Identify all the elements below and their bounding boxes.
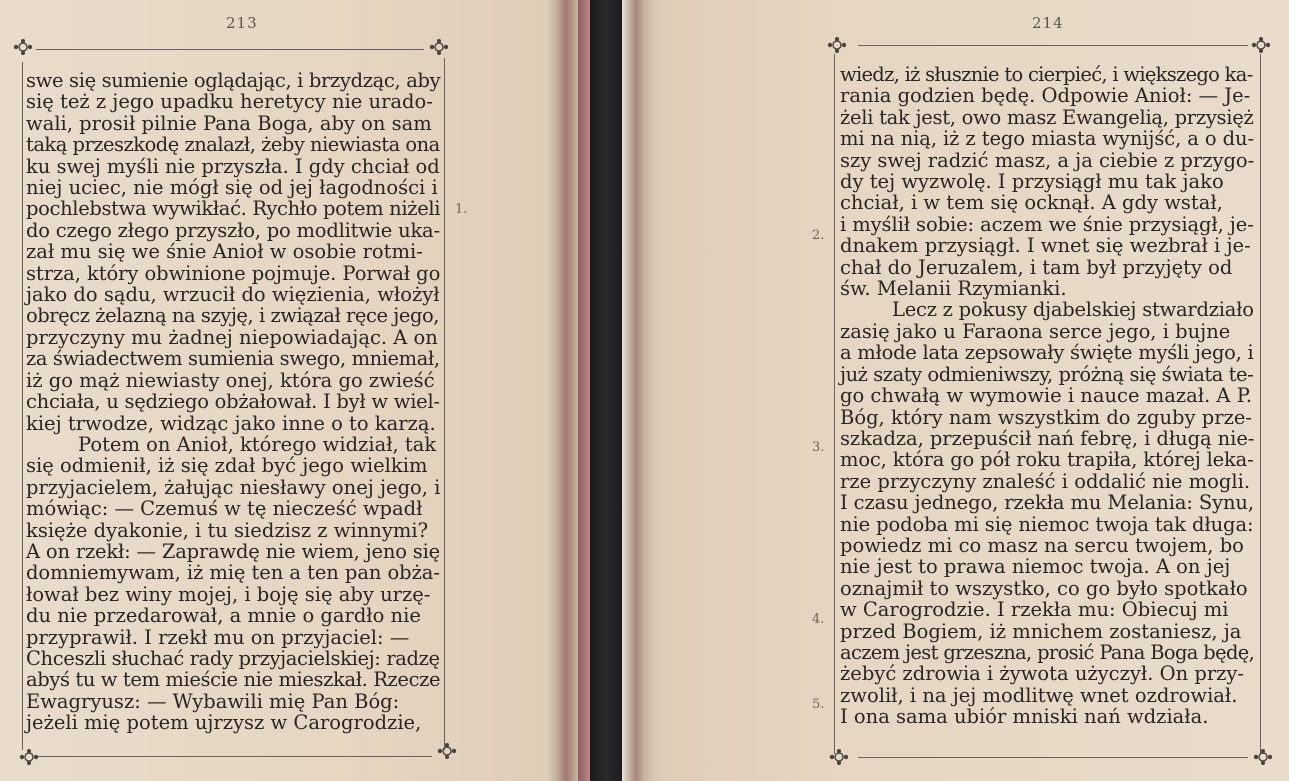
text-line: i myślił sobie: aczem we śnie przysiągł, je- <box>840 212 1254 236</box>
corner-ornament-icon <box>1250 36 1272 54</box>
bottom-rule-right <box>858 757 1248 758</box>
text-line: św. Melanii Rzymianki. <box>840 277 1067 301</box>
right-page-body <box>840 64 1254 728</box>
text-line: jeżeli mię potem ujrzysz w Carogrodzie, <box>26 711 422 735</box>
text-line: zasię jako u Faraona serce jego, i bujne <box>840 319 1231 343</box>
text-line: mówiąc: — Czemuś w tę niecześć wpadł <box>26 497 423 521</box>
text-line: chał do Jeruzalem, i tam był przyjęty od <box>840 255 1233 279</box>
text-line: do czego złego przyszło, po modlitwie uka- <box>26 218 440 242</box>
page-number-right: 214 <box>1032 14 1064 32</box>
text-line: szkadza, przepuścił nań febrę, i długą nie- <box>840 426 1255 450</box>
text-line: za świadectwem sumienia swego, mniemał, <box>26 347 440 371</box>
corner-ornament-icon <box>18 748 40 766</box>
left-edge-rule <box>22 62 23 750</box>
text-line: I ona sama ubiór mniski nań wdziała. <box>840 705 1209 729</box>
top-rule-right <box>858 45 1248 46</box>
text-line: obręcz żelazną na szyję, i związał ręce jego, <box>26 304 439 328</box>
text-line: iż go mąż niewiasty onej, która go zwieść <box>26 368 435 392</box>
text-line: I czasu jednego, rzekła mu Melania: Synu, <box>840 491 1254 515</box>
text-line: strza, który obwinione pojmuje. Porwał go <box>26 261 441 285</box>
corner-ornament-icon <box>428 38 450 56</box>
text-line: taką przeszkodę znalazł, żeby niewiasta ona <box>26 133 440 157</box>
margin-note: 2. <box>812 228 825 243</box>
text-line: domniemywam, iż mię ten a ten pan obża- <box>26 561 440 585</box>
text-line: Chceszli słuchać rady przyjacielskiej: radzę <box>26 646 440 670</box>
text-line: nie jest to prawa niemoc twoja. A on jej <box>840 555 1231 579</box>
text-line: przyczyny mu żadnej niepowiadając. A on <box>26 325 438 349</box>
text-line: du nie przedarował, a mnie o gardło nie <box>26 604 421 628</box>
text-line: zwolił, i na jej modlitwę wnet ozdrowiał. <box>840 683 1238 707</box>
text-line: chciała, u sędziego obżałował. I był w wiel- <box>26 390 440 414</box>
binding-spine <box>590 0 622 781</box>
text-line: Lecz z pokusy djabelskiej stwardziało <box>892 298 1254 322</box>
corner-ornament-icon <box>826 36 848 54</box>
right-edge-rule <box>1260 54 1261 754</box>
text-line: Bóg, który nam wszystkim do zguby prze- <box>840 405 1252 429</box>
text-line: przed Bogiem, iż mnichem zostaniesz, ja <box>840 619 1242 643</box>
text-line: już szaty odmieniwszy, próżną się świata te- <box>840 362 1254 386</box>
text-line: a młode lata zepsowały święte myśli jego, i <box>840 341 1254 365</box>
text-line: swe się sumienie oglądając, i brzydząc, aby <box>26 69 441 92</box>
text-line: się odmienił, iż się zdał być jego wielkim <box>26 454 428 478</box>
text-line: dnakem przysiągł. I wnet się wezbrał i je- <box>840 234 1251 258</box>
corner-ornament-icon <box>1252 748 1274 766</box>
text-line: Potem on Anioł, którego widział, tak <box>78 432 437 456</box>
text-line: moc, która go pół roku trapiła, której leka- <box>840 448 1254 472</box>
text-line: żeli tak jest, owo masz Ewangelią, przysięż <box>840 105 1254 129</box>
margin-note: 5. <box>812 697 825 712</box>
text-line: rze przyczyny znaleść i oddalić nie mogli. <box>840 469 1251 493</box>
text-line: chciał, i w tem się ocknął. A gdy wstał, <box>840 191 1223 215</box>
binding-stripe <box>578 0 590 781</box>
binding-right-edge <box>622 0 662 781</box>
margin-note: 3. <box>812 440 825 455</box>
left-page <box>0 0 548 781</box>
text-line: w Carogrodzie. I rzekła mu: Obiecuj mi <box>840 598 1229 622</box>
page-number-left: 213 <box>226 14 258 32</box>
text-line: zał mu się we śnie Anioł w osobie rotmi- <box>26 240 423 264</box>
text-line: rania godzien będę. Odpowie Anioł: — Je- <box>840 84 1251 108</box>
text-line: ku swej myśli nie przyszła. I gdy chciał od <box>26 154 440 178</box>
text-line: powiedz mi co masz na sercu twojem, bo <box>840 533 1244 557</box>
corner-ornament-icon <box>12 38 34 56</box>
margin-note: 1. <box>455 202 468 217</box>
margin-note: 4. <box>812 612 825 627</box>
text-line: przyprawił. I rzekł mu on przyjaciel: — <box>26 625 410 649</box>
text-line: szy swej radzić masz, a ja ciebie z przygo- <box>840 148 1255 172</box>
text-line: przyjacielem, żałując niesławy onej jego, i <box>26 475 441 499</box>
text-line: księże dyakonie, i tu siedzisz z winnymi? <box>26 518 429 542</box>
text-line: aczem jest grzeszna, prosić Pana Boga będę, <box>840 640 1255 664</box>
text-line: nie podoba mi się niemoc twoja tak długa: <box>840 512 1254 536</box>
text-line: łował bez winy mojej, i boję się aby urzę- <box>26 582 431 606</box>
text-line: A on rzekł: — Zaprawdę nie wiem, jeno się <box>26 539 441 563</box>
text-line: pochlebstwa wywikłać. Rychło potem niżeli <box>26 197 441 221</box>
text-line: się też z jego upadku heretycy nie urado- <box>26 90 433 114</box>
right-page <box>662 0 1289 781</box>
text-line: kiej trwodze, widząc jako inne o to karzą. <box>26 411 436 435</box>
bottom-rule-left <box>36 756 432 757</box>
left-page-body <box>26 70 440 734</box>
text-line: mi na nią, iż z tego miasta wynijść, a o du- <box>840 127 1254 151</box>
top-rule-left <box>36 49 424 50</box>
text-line: Ewagryusz: — Wybawili mię Pan Bóg: <box>26 689 400 713</box>
text-line: żebyć zdrowia i żywota użyczył. On przy- <box>840 662 1245 686</box>
text-line: dy tej wyzwolę. I przysiągł mu tak jako <box>840 170 1224 194</box>
corner-ornament-icon <box>436 742 458 760</box>
side-rule-left <box>444 58 445 750</box>
text-line: oznajmił to wszystko, co go było spotkało <box>840 576 1248 600</box>
text-line: niej uciec, nie mógł się od jej łagodności i <box>26 176 438 200</box>
text-line: wiedz, iż słusznie to cierpieć, i większego ka- <box>840 63 1253 86</box>
corner-ornament-icon <box>828 748 850 766</box>
text-line: wali, prosił pilnie Pana Boga, aby on sam <box>26 111 432 135</box>
side-rule-right <box>834 54 835 754</box>
text-line: go chwałą w wymowie i nauce mazał. A P. <box>840 384 1253 408</box>
text-line: abyś tu w tem mieście nie mieszkał. Rzecze <box>26 668 441 692</box>
text-line: jako do sądu, wrzucił do więzienia, włożył <box>26 283 440 307</box>
